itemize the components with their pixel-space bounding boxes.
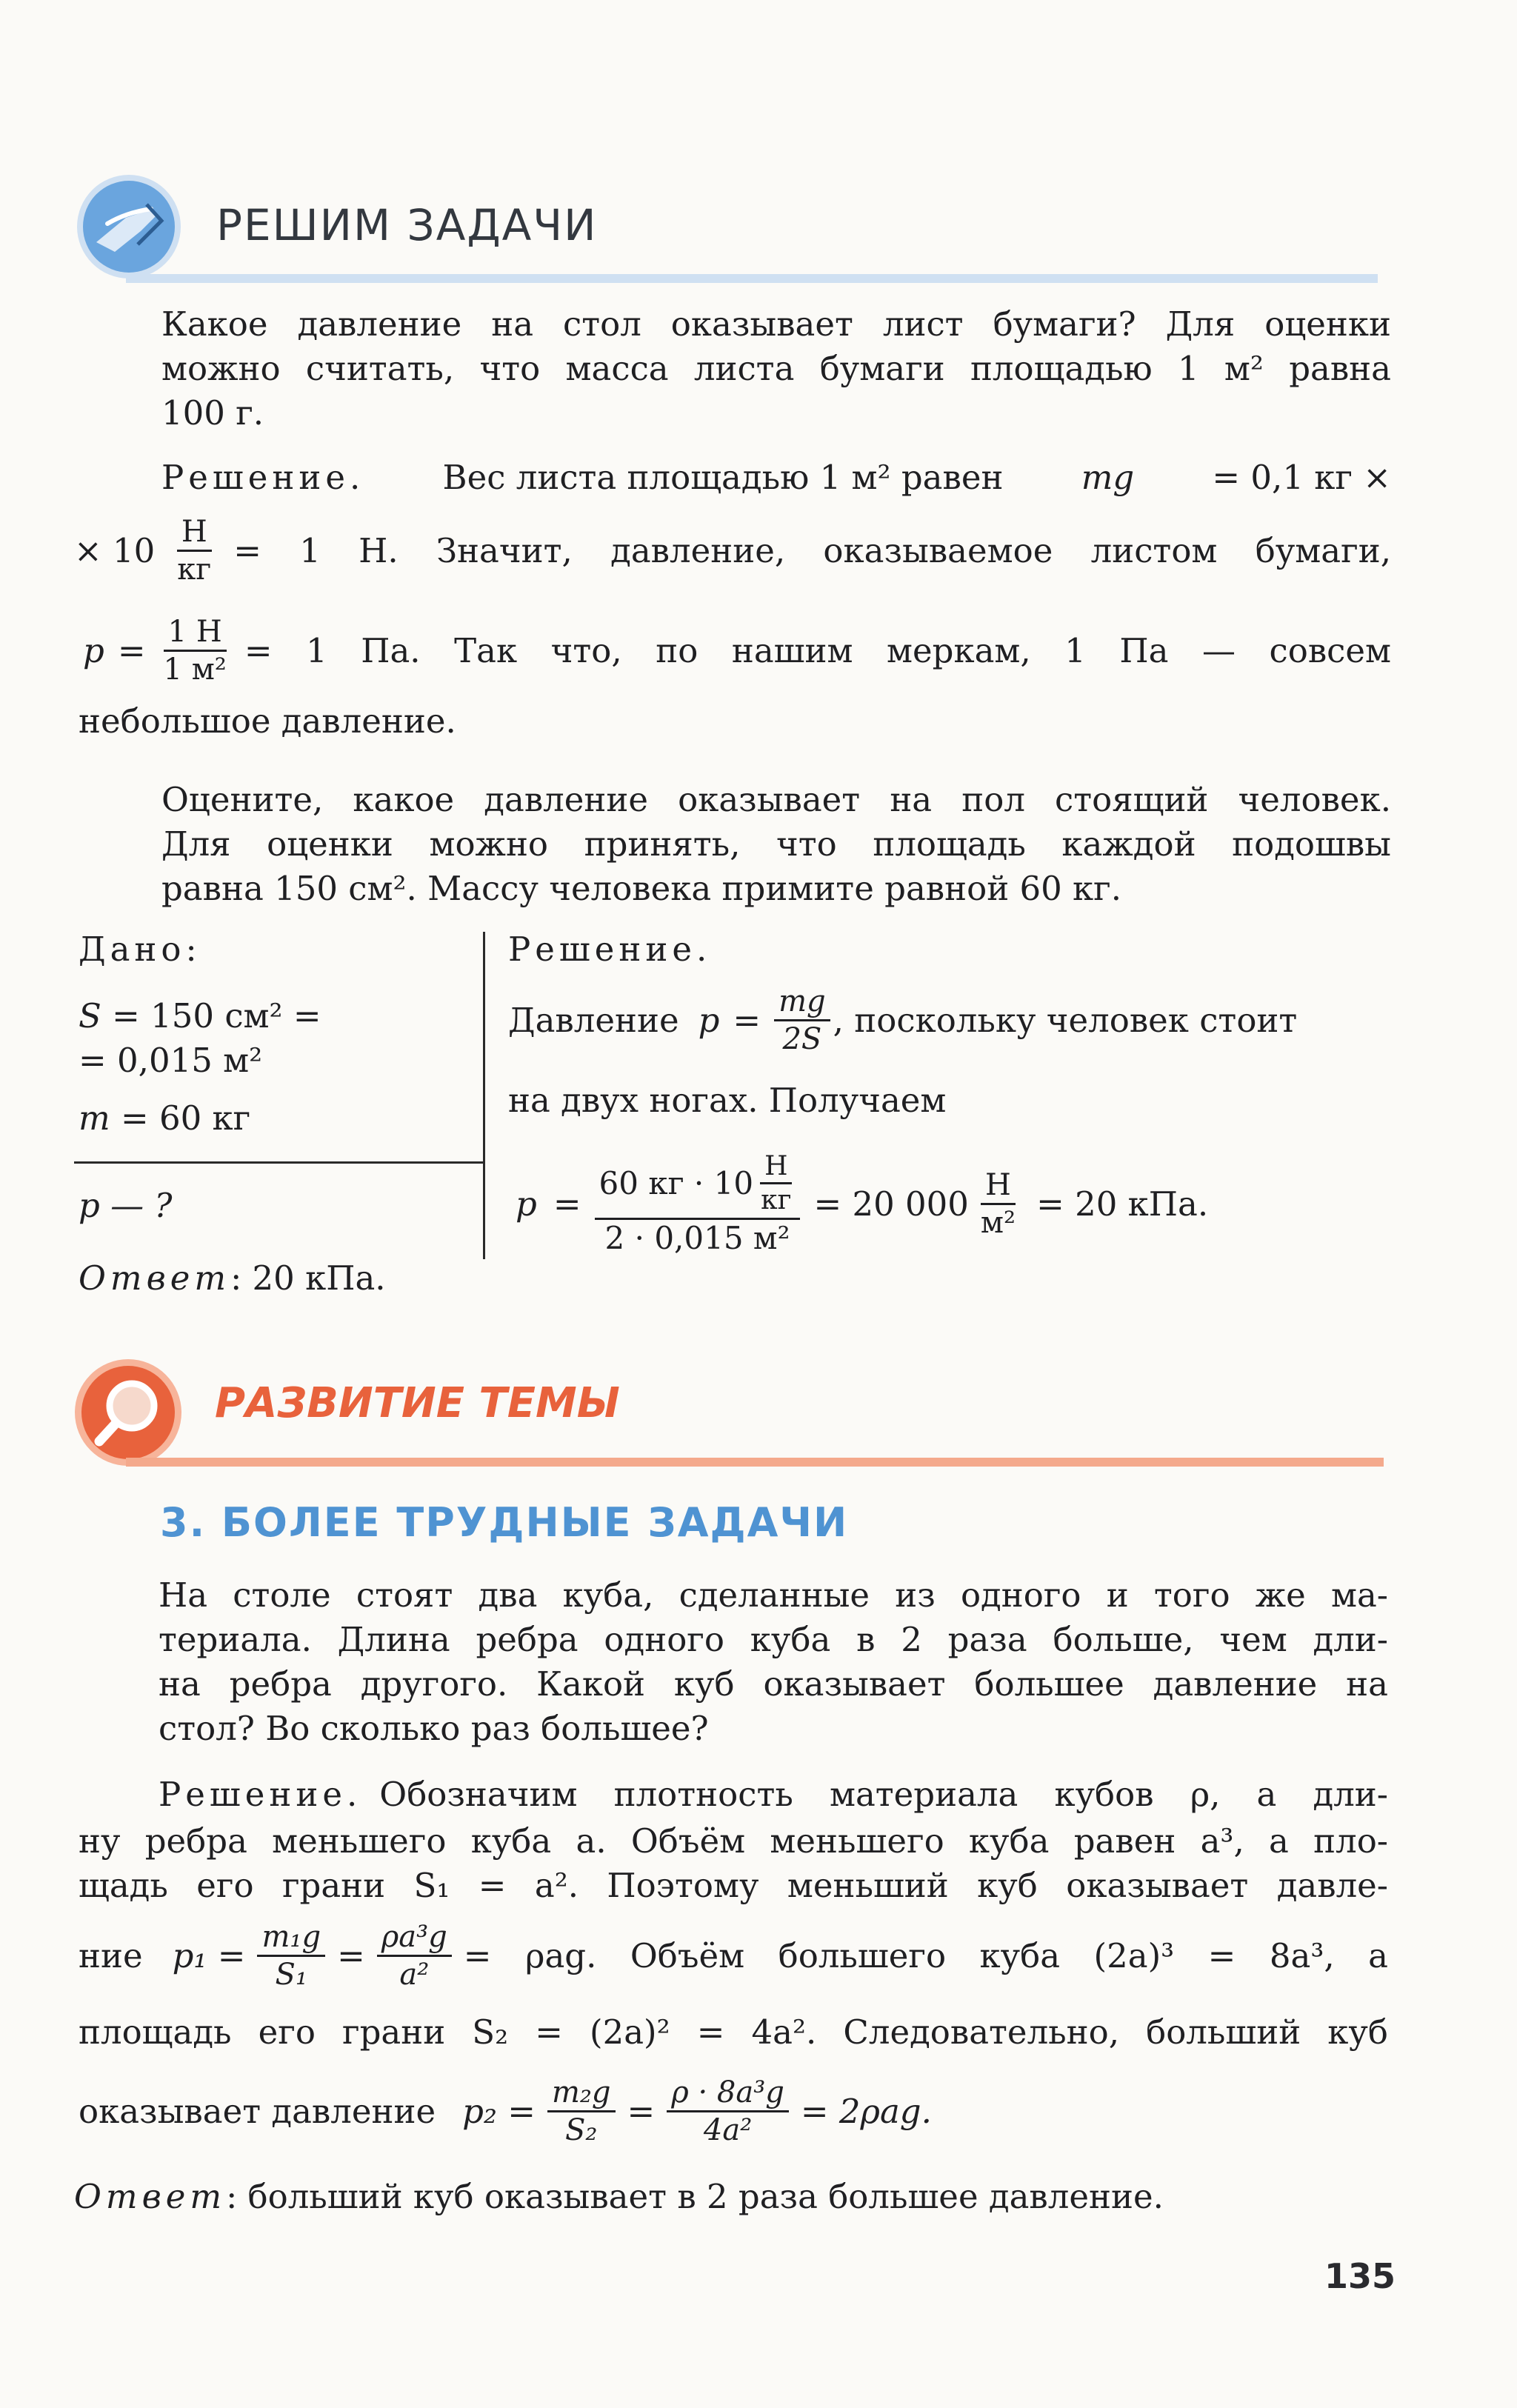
solve-section-title: РЕШИМ ЗАДАЧИ <box>216 200 598 250</box>
develop-section-divider <box>126 1458 1384 1467</box>
given-area: S = 150 см² = <box>79 996 321 1035</box>
problem3-solution-line: ну ребра меньшего куба a. Объём меньшего куба равен a³, а пло- <box>79 1821 1388 1861</box>
problem3-solution-line: щадь его грани S₁ = a². Поэтому меньший куб оказывает давле- <box>79 1866 1388 1905</box>
problem2-solution-line1: Давление p = $\frac{mg}{2S}$ , поскольку человек стоит <box>508 984 1298 1056</box>
problem1-line: Какое давление на стол оказывает лист бумаги? Для оценки <box>161 304 1391 344</box>
equals-sign: = <box>117 630 146 670</box>
fraction-denominator: кг <box>177 552 212 587</box>
pressure1-density-fraction: $\frac{\text{ρa³g}}{\text{a²}}$ <box>377 1921 452 1990</box>
problem2-solution-line2: на двух ногах. Получаем <box>508 1081 947 1120</box>
problem2-line: равна 150 см². Массу человека примите равной 60 кг. <box>161 869 1122 908</box>
problem2-calculation: p = 60 кг · 10 $\frac{Н}{кг}$ 2 · 0,015 м² = 20 000 $\frac{Н}{\text{м²}}$ = 20 кПа. <box>516 1150 1209 1257</box>
problem1-solution-line3 <box>83 606 1391 695</box>
problem3-solution-line1: Решение. Обозначим плотность материала кубов ρ, а дли- <box>159 1775 1388 1814</box>
pressure-fraction <box>159 616 231 685</box>
given-label: Дано: <box>79 930 201 969</box>
problem2-answer: Ответ: 20 кПа. <box>79 1258 386 1298</box>
develop-section-title: РАЗВИТИЕ ТЕМЫ <box>215 1379 620 1427</box>
fraction-denominator: 1 м² <box>163 652 227 687</box>
solve-section-divider <box>126 274 1378 283</box>
problem3-solution-line6: оказывает давление p₂ = $\frac{\text{m₂g}}{\text{S₂}}$ = $\frac{\text{ρ · 8a³g}}{\text{4a²}}$ = 2ρag. <box>79 2075 932 2147</box>
problem2-line: Оцените, какое давление оказывает на пол стоящий человек. <box>161 780 1391 819</box>
develop-section-icon <box>73 1357 184 1468</box>
unit-fraction <box>173 516 216 585</box>
problem3-line: На столе стоят два куба, сделанные из одного и того же ма- <box>159 1575 1388 1615</box>
given-divider <box>74 1161 483 1164</box>
pressure-symbol: p <box>83 630 104 670</box>
unit-fraction: $\frac{Н}{\text{м²}}$ <box>980 1167 1016 1240</box>
pressure-formula-fraction: $\frac{mg}{2S}$ <box>774 986 830 1055</box>
solution-word: Решение. <box>161 458 365 497</box>
problem3-answer: Ответ: больший куб оказывает в 2 раза большее давление. <box>74 2177 1164 2216</box>
solve-section-icon <box>74 172 184 281</box>
problem1-solution-line2 <box>74 510 1391 591</box>
pressure2-density-fraction: $\frac{\text{ρ · 8a³g}}{\text{4a²}}$ <box>667 2077 789 2146</box>
solution-text: × 10 <box>74 530 156 570</box>
solution-text: = 1 Н. Значит, давление, оказываемое листом бумаги, <box>233 530 1391 570</box>
problem3-line: на ребра другого. Какой куб оказывает большее давление на <box>159 1664 1388 1704</box>
calculation-fraction: 60 кг · 10 $\frac{Н}{кг}$ 2 · 0,015 м² <box>595 1153 801 1255</box>
page-number: 135 <box>1324 2256 1396 2296</box>
fraction-numerator: Н <box>177 516 212 552</box>
problem3-line: стол? Во сколько раз большее? <box>159 1709 709 1748</box>
given-vertical-divider <box>483 932 485 1259</box>
problem1-line: можно считать, что масса листа бумаги площадью 1 м² равна <box>161 349 1391 388</box>
problem1-solution-line4: небольшое давление. <box>79 701 456 741</box>
problem1-solution-line1 <box>161 458 1391 497</box>
problem2-line: Для оценки можно принять, что площадь каждой подошвы <box>161 824 1391 864</box>
find-quantity: p — ? <box>79 1186 173 1225</box>
problem3-solution-line4: ние p₁ = $\frac{\text{m₁g}}{\text{S₁}}$ = $\frac{\text{ρa³g}}{\text{a²}}$ = ρag. Объём большего куба (2a)³ = 8a³, а <box>79 1919 1388 1992</box>
mg-symbol: mg <box>1081 458 1135 497</box>
solution-text: = 0,1 кг × <box>1212 458 1391 497</box>
problem3-line: териала. Длина ребра одного куба в 2 раза больше, чем дли- <box>159 1620 1388 1659</box>
given-area-si: = 0,015 м² <box>79 1041 263 1080</box>
problem2-solution-label: Решение. <box>508 930 712 969</box>
fraction-numerator: 1 Н <box>164 616 227 652</box>
solution-text: = 1 Па. Так что, по нашим меркам, 1 Па — совсем <box>244 630 1391 670</box>
pressure2-fraction: $\frac{\text{m₂g}}{\text{S₂}}$ <box>547 2077 616 2146</box>
problem3-solution-line: площадь его грани S₂ = (2a)² = 4a². Следовательно, больший куб <box>79 2012 1388 2052</box>
solution-text: Вес листа площадью 1 м² равен <box>442 458 1004 497</box>
given-mass: m = 60 кг <box>79 1098 251 1138</box>
pressure1-fraction: $\frac{\text{m₁g}}{\text{S₁}}$ <box>257 1921 325 1990</box>
problem1-line: 100 г. <box>161 393 264 433</box>
subsection-title: 3. БОЛЕЕ ТРУДНЫЕ ЗАДАЧИ <box>160 1499 849 1546</box>
